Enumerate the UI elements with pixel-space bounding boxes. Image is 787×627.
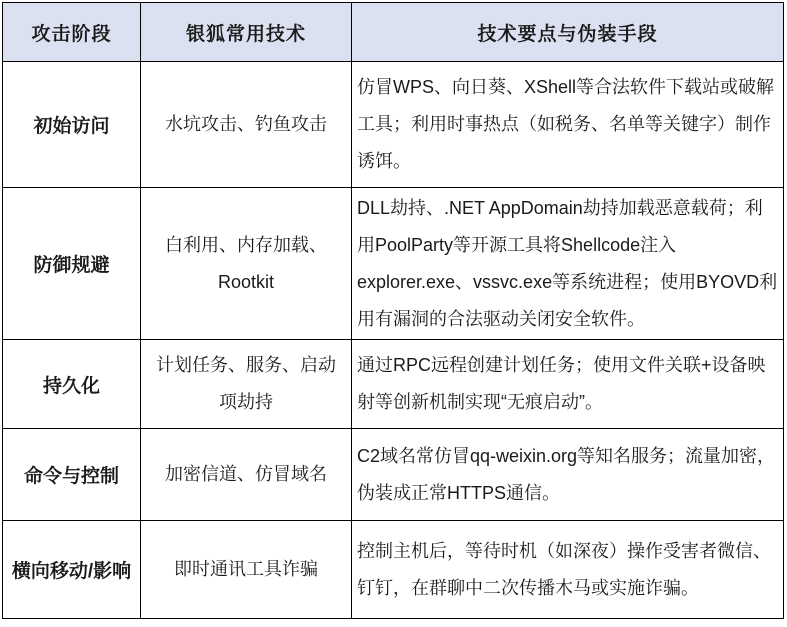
table-row-defense-evasion bbox=[3, 188, 784, 340]
table-row-lateral-movement-impact bbox=[3, 521, 784, 619]
tech-cell: 加密信道、仿冒域名 bbox=[141, 429, 352, 521]
detail-cell: 仿冒WPS、向日葵、XShell等合法软件下载站或破解工具；利用时事热点（如税务、名单等关键字）制作诱饵。 bbox=[352, 62, 784, 188]
detail-cell: 控制主机后，等待时机（如深夜）操作受害者微信、钉钉，在群聊中二次传播木马或实施诈骗。 bbox=[352, 521, 784, 619]
phase-cell: 横向移动/影响 bbox=[3, 521, 141, 619]
header-cell-attack-phase: 攻击阶段 bbox=[3, 3, 141, 62]
tech-cell: 计划任务、服务、启动项劫持 bbox=[141, 340, 352, 429]
phase-cell: 初始访问 bbox=[3, 62, 141, 188]
header-cell-common-techniques: 银狐常用技术 bbox=[141, 3, 352, 62]
phase-cell: 持久化 bbox=[3, 340, 141, 429]
phase-cell: 防御规避 bbox=[3, 188, 141, 340]
detail-cell: 通过RPC远程创建计划任务；使用文件关联+设备映射等创新机制实现“无痕启动”。 bbox=[352, 340, 784, 429]
header-cell-technique-details: 技术要点与伪装手段 bbox=[352, 3, 784, 62]
attack-phases-table bbox=[2, 2, 784, 619]
tech-cell: 即时通讯工具诈骗 bbox=[141, 521, 352, 619]
table-row-initial-access bbox=[3, 62, 784, 188]
table-header-row bbox=[3, 3, 784, 62]
table-row-persistence bbox=[3, 340, 784, 429]
tech-cell: 白利用、内存加载、Rootkit bbox=[141, 188, 352, 340]
tech-cell: 水坑攻击、钓鱼攻击 bbox=[141, 62, 352, 188]
detail-cell: DLL劫持、.NET AppDomain劫持加载恶意载荷；利用PoolParty等开源工具将Shellcode注入explorer.exe、vssvc.exe等系统进程；使用BYOVD利用有漏洞的合法驱动关闭安全软件。 bbox=[352, 188, 784, 340]
detail-cell: C2域名常仿冒qq-weixin.org等知名服务；流量加密，伪装成正常HTTPS通信。 bbox=[352, 429, 784, 521]
table-row-command-and-control bbox=[3, 429, 784, 521]
phase-cell: 命令与控制 bbox=[3, 429, 141, 521]
